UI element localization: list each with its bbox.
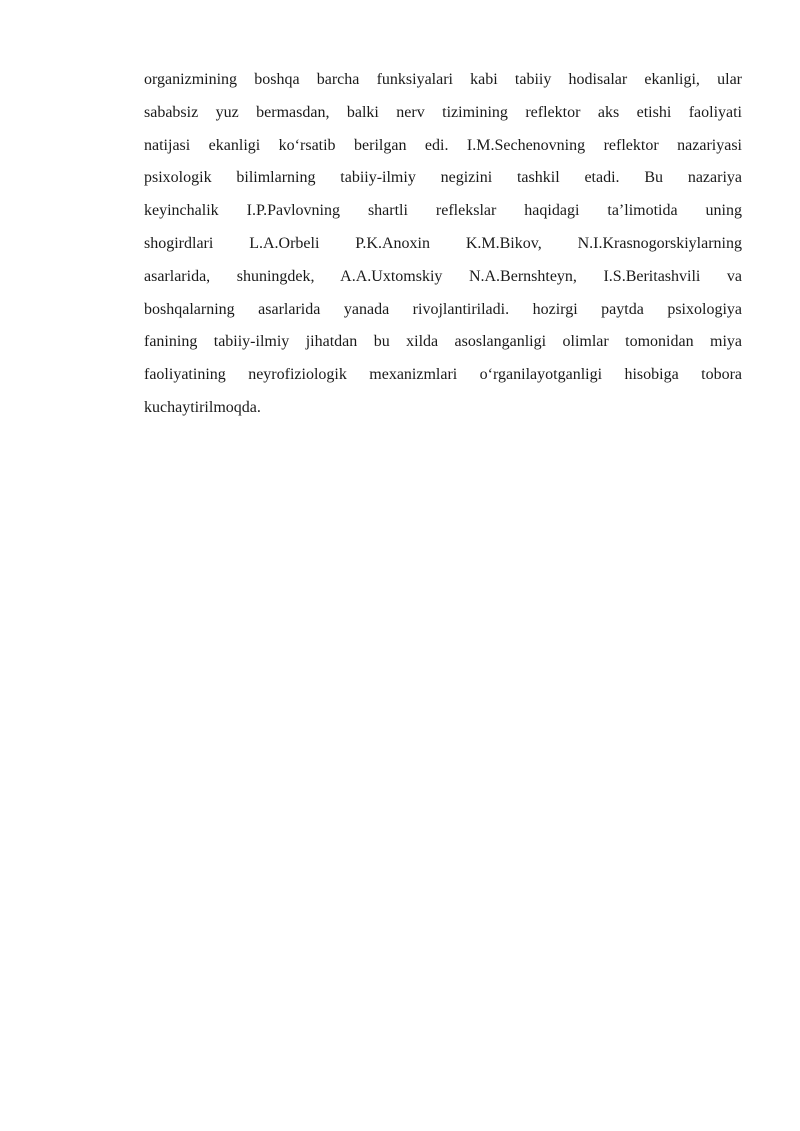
paragraph-line-last: kuchaytirilmoqda.	[144, 398, 261, 416]
paragraph-line: boshqalarning asarlarida yanada rivojlantiriladi. hozirgi paytda psixologiya	[144, 300, 742, 318]
body-paragraph	[144, 64, 742, 425]
paragraph-line: natijasi ekanligi ko‘rsatib berilgan edi. I.M.Sechenovning reflektor nazariyasi	[144, 136, 742, 154]
paragraph-line: psixologik bilimlarning tabiiy-ilmiy negizini tashkil etadi. Bu nazariya	[144, 169, 742, 187]
paragraph-line: organizmining boshqa barcha funksiyalari kabi tabiiy hodisalar ekanligi, ular	[144, 71, 742, 88]
paragraph-line: keyinchalik I.P.Pavlovning shartli reflekslar haqidagi ta’limotida uning	[144, 202, 742, 220]
paragraph-line: sababsiz yuz bermasdan, balki nerv tizimining reflektor aks etishi faoliyati	[144, 103, 742, 121]
paragraph-line: shogirdlari L.A.Orbeli P.K.Anoxin K.M.Bikov, N.I.Krasnogorskiylarning	[144, 234, 742, 252]
paragraph-line: asarlarida, shuningdek, A.A.Uxtomskiy N.A.Bernshteyn, I.S.Beritashvili va	[144, 267, 742, 285]
paragraph-line: faoliyatining neyrofiziologik mexanizmlari o‘rganilayotganligi hisobiga tobora	[144, 366, 742, 384]
paragraph-line: fanining tabiiy-ilmiy jihatdan bu xilda asoslanganligi olimlar tomonidan miya	[144, 333, 742, 351]
